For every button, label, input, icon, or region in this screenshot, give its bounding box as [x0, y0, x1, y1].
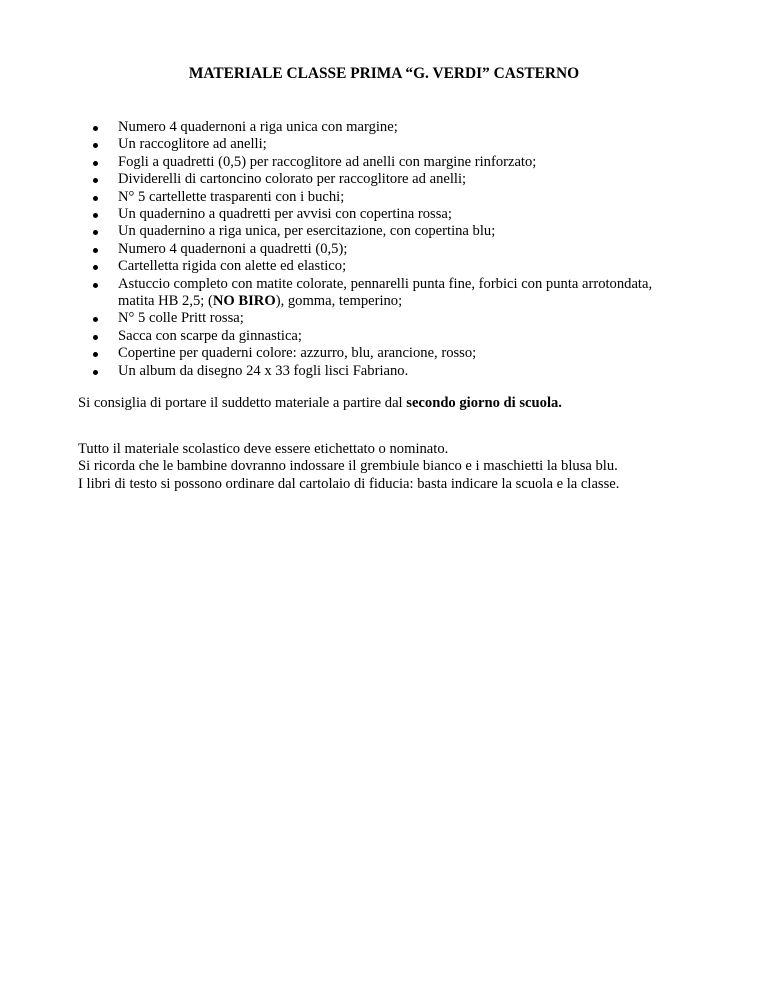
note-line: Si ricorda che le bambine dovranno indossare il grembiule bianco e i maschietti la blusa blu.	[78, 458, 618, 475]
bullet-icon	[93, 196, 98, 201]
list-item	[0, 171, 700, 188]
list-item	[0, 206, 700, 223]
list-item	[0, 310, 700, 327]
list-item	[0, 363, 700, 380]
list-item-text: N° 5 colle Pritt rossa;	[118, 310, 244, 327]
notes-block	[78, 441, 619, 493]
list-item-text: Un raccoglitore ad anelli;	[118, 136, 267, 153]
bullet-icon	[93, 335, 98, 340]
no-biro-emphasis: NO BIRO	[212, 293, 276, 310]
list-item	[0, 328, 700, 345]
list-item-text: N° 5 cartellette trasparenti con i buchi;	[118, 188, 345, 205]
bullet-icon	[93, 317, 98, 322]
list-item	[0, 119, 700, 136]
list-item-text: Cartelletta rigida con alette ed elastico;	[118, 258, 347, 275]
list-item-text: Sacca con scarpe da ginnastica;	[118, 327, 302, 344]
bullet-icon	[93, 352, 98, 357]
list-item	[0, 241, 700, 258]
list-item	[0, 189, 700, 206]
list-item-text: Un album da disegno 24 x 33 fogli lisci Fabriano.	[118, 362, 409, 379]
bullet-icon	[93, 230, 98, 235]
advice-emphasis: secondo giorno di scuola.	[406, 395, 562, 411]
bullet-icon	[93, 283, 98, 288]
bullet-icon	[93, 143, 98, 148]
bullet-icon	[93, 126, 98, 131]
list-item-text-line2: matita HB 2,5; (	[118, 293, 213, 310]
list-item	[0, 345, 700, 362]
bullet-icon	[93, 248, 98, 253]
bullet-icon	[93, 178, 98, 183]
page-title: MATERIALE CLASSE PRIMA “G. VERDI” CASTERNO	[188, 65, 580, 82]
list-item-text: Un quadernino a riga unica, per esercitazione, con copertina blu;	[118, 223, 496, 240]
list-item-text-line2-end: ), gomma, temperino;	[275, 293, 403, 310]
advice-paragraph	[78, 395, 562, 412]
list-item	[0, 154, 700, 171]
advice-text: Si consiglia di portare il suddetto materiale a partire dal	[78, 395, 407, 411]
list-item-text: Numero 4 quadernoni a riga unica con margine;	[118, 119, 398, 135]
note-line: Tutto il materiale scolastico deve essere etichettato o nominato.	[78, 441, 449, 457]
materials-list	[0, 119, 700, 380]
list-item-text: Numero 4 quadernoni a quadretti (0,5);	[118, 240, 348, 257]
list-item-astuccio	[0, 276, 700, 311]
bullet-icon	[93, 265, 98, 270]
bullet-icon	[93, 213, 98, 218]
list-item	[0, 258, 700, 275]
bullet-icon	[93, 370, 98, 375]
list-item	[0, 223, 700, 240]
list-item-text: Astuccio completo con matite colorate, pennarelli punta fine, forbici con punta arrotondata,	[118, 275, 653, 292]
list-item	[0, 136, 700, 153]
list-item-text: Un quadernino a quadretti per avvisi con copertina rossa;	[118, 206, 452, 223]
list-item-text: Fogli a quadretti (0,5) per raccoglitore ad anelli con margine rinforzato;	[118, 153, 537, 170]
bullet-icon	[93, 161, 98, 166]
list-item-text: Copertine per quaderni colore: azzurro, blu, arancione, rosso;	[118, 345, 477, 362]
list-item-text: Dividerelli di cartoncino colorato per raccoglitore ad anelli;	[118, 171, 467, 188]
note-line: I libri di testo si possono ordinare dal cartolaio di fiducia: basta indicare la scuola e la classe.	[78, 475, 620, 492]
